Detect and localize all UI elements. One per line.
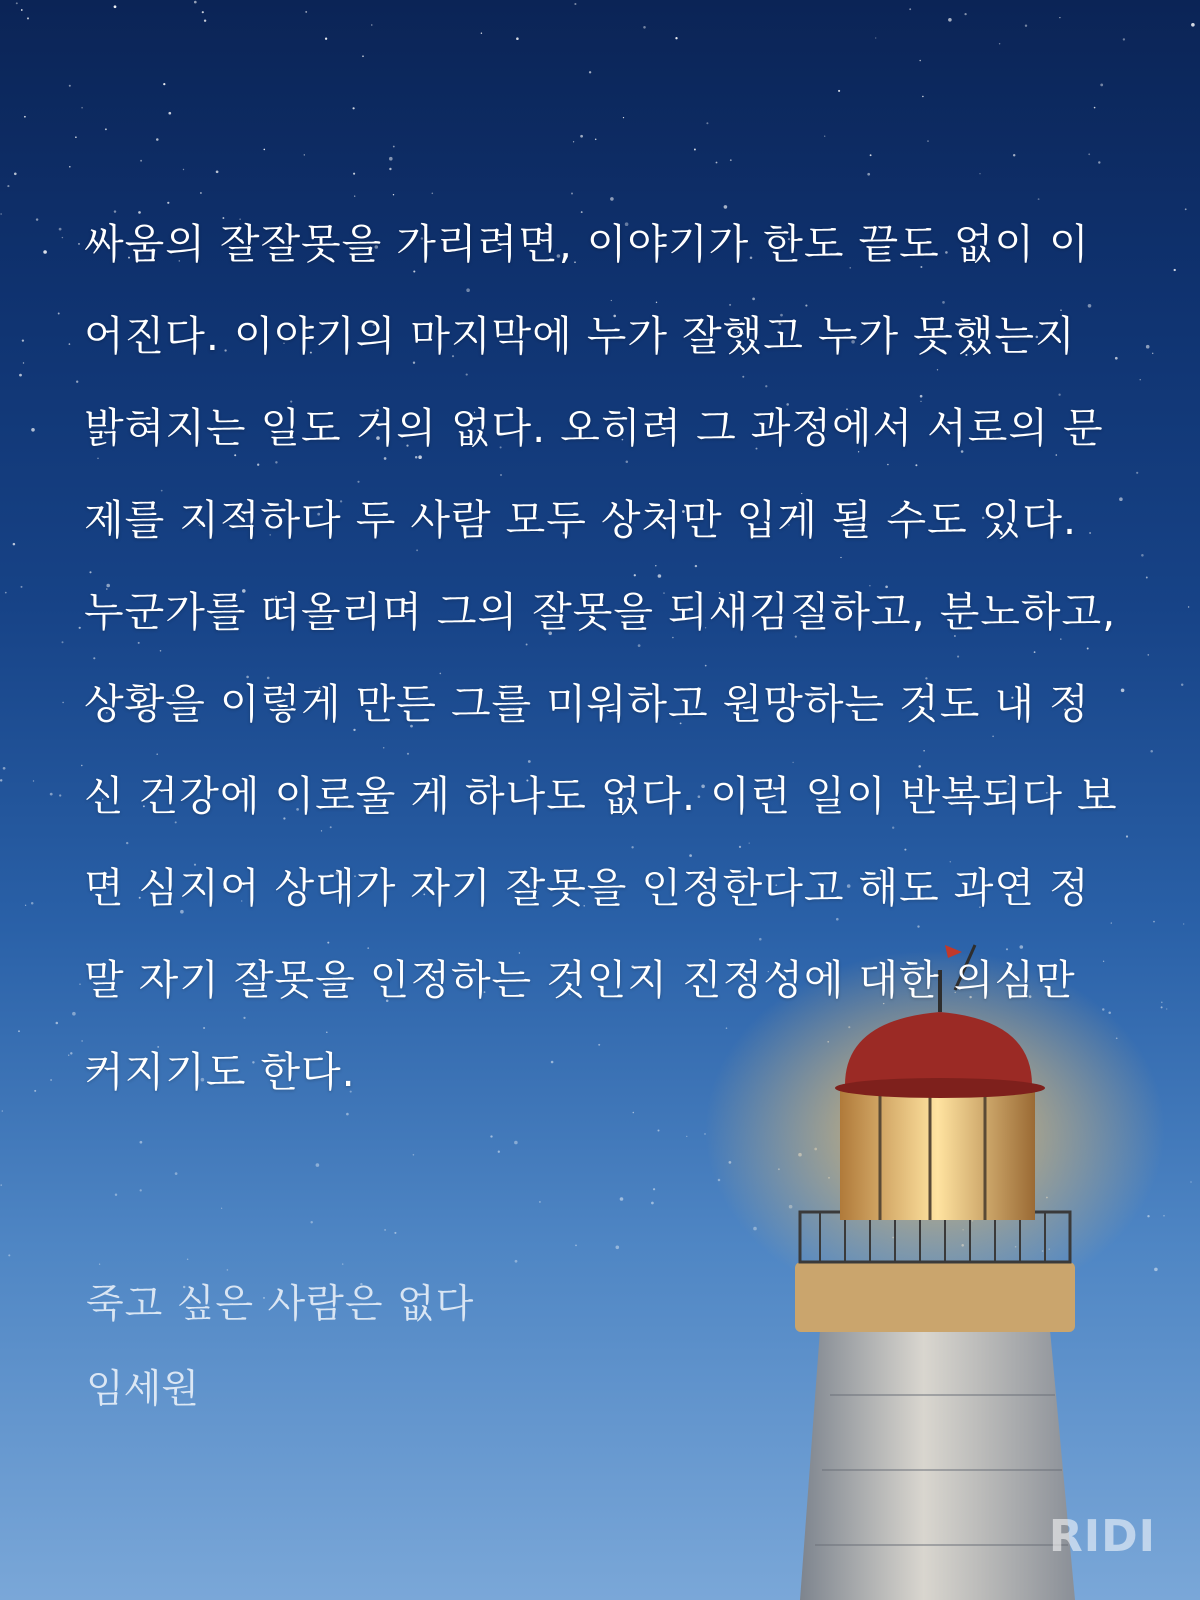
quote-text <box>84 198 1124 1118</box>
quote-paragraph: 싸움의 잘잘못을 가리려면, 이야기가 한도 끝도 없이 이어진다. 이야기의 마지막에 누가 잘했고 누가 못했는지 밝혀지는 일도 거의 없다. 오히려 그 과정에서 서로의 문제를 지적하다 두 사람 모두 상처만 입게 될 수도 있다. <box>84 220 1104 544</box>
book-author: 임세원 <box>86 1367 200 1412</box>
ridi-logo: RIDI <box>1048 1511 1156 1562</box>
quote-paragraph: 누군가를 떠올리며 그의 잘못을 되새김질하고, 분노하고, 상황을 이렇게 만든 그를 미워하고 원망하는 것도 내 정신 건강에 이로울 게 하나도 없다. 이런 일이 반복되다 보면 심지어 상대가 자기 잘못을 인정한다고 해도 과연 정말 자기 잘못을 인정하는 것인지 진정성에 대한 의심만 커지기도 한다. <box>84 588 1118 1096</box>
book-title: 죽고 싶은 사람은 없다 <box>86 1282 475 1327</box>
